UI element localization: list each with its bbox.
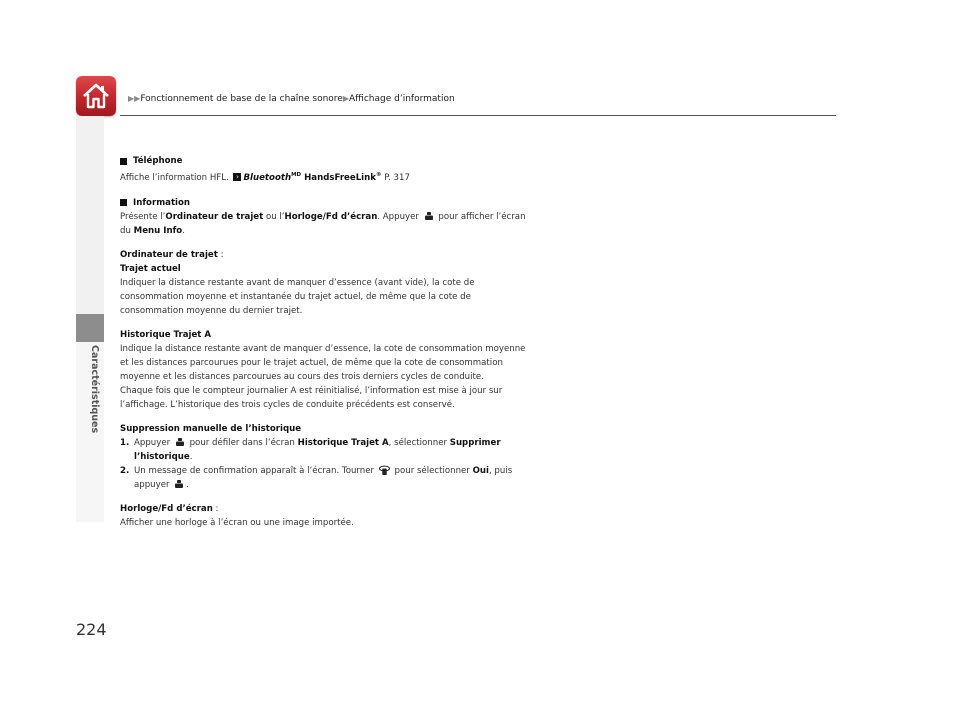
subheading: Historique Trajet A [120, 329, 212, 340]
ref-page: P. 317 [381, 172, 410, 183]
text: Appuyer [134, 437, 173, 448]
text: pour sélectionner [391, 465, 473, 476]
text: , sélectionner [388, 437, 450, 448]
paragraph [120, 168, 560, 185]
ref-brand: Bluetooth [243, 172, 292, 183]
text: . [189, 451, 193, 462]
breadcrumb-item-current[interactable]: Affichage d’information [349, 94, 455, 104]
ref-registered: ® [375, 172, 382, 178]
paragraph [120, 210, 560, 238]
page-number: 224 [76, 620, 107, 639]
text: ou l’ [263, 211, 285, 222]
text: Présente l’ [120, 211, 166, 222]
text: , puis [488, 465, 513, 476]
text-line: moyenne et les distances parcourues au cours des trois derniers cycles de conduite. [120, 371, 484, 382]
cross-reference-arrow-icon: › [233, 173, 241, 181]
paragraph [120, 248, 560, 318]
breadcrumb [128, 94, 455, 104]
section-heading-text: Téléphone [133, 156, 183, 166]
home-icon [81, 81, 111, 111]
header-divider [120, 115, 836, 116]
term: Supprimer [449, 437, 501, 448]
subheading: Horloge/Fd d’écran [120, 503, 213, 514]
text: . [186, 479, 189, 490]
paragraph [120, 422, 560, 436]
step-number: 1. [120, 437, 130, 448]
breadcrumb-arrow-icon: ▶▶ [128, 94, 141, 103]
text-line: Afficher une horloge à l’écran ou une image importée. [120, 517, 354, 528]
section-heading-telephone [120, 154, 560, 168]
term: Horloge/Fd d’écran [284, 211, 378, 222]
breadcrumb-arrow-icon: ▶ [342, 94, 349, 103]
term: Menu Info [133, 225, 183, 236]
text: . Appuyer [377, 211, 422, 222]
term: Oui [472, 465, 489, 476]
square-bullet-icon [120, 158, 127, 165]
text-line: l’affichage. L’historique des trois cycles de conduite précédents est conservé. [120, 399, 455, 410]
section-heading-text: Information [133, 197, 191, 208]
ref-name: HandsFreeLink [301, 172, 376, 183]
chapter-tab-label: Caractéristiques [89, 345, 100, 434]
text-line: Indique la distance restante avant de manquer d’essence, la cote de consommation moyenne [120, 343, 526, 354]
ref-trademark: MD [291, 172, 302, 178]
paragraph [120, 502, 560, 530]
text: : [212, 503, 219, 514]
text-line: Indiquer la distance restante avant de manquer d’essence (avant vide), la cote de [120, 277, 475, 288]
text: : [217, 249, 224, 260]
text-line: Chaque fois que le compteur journalier A est réinitialisé, l’information est mise à jour sur [120, 385, 503, 396]
selector-knob-icon [174, 479, 184, 489]
subheading: Suppression manuelle de l’historique [120, 423, 302, 434]
subheading: Trajet actuel [120, 263, 181, 274]
text-line: consommation moyenne du dernier trajet. [120, 305, 303, 316]
step-item [120, 464, 560, 492]
text: Un message de confirmation apparaît à l’écran. Tourner [134, 465, 377, 476]
term: l’historique [134, 451, 190, 462]
text: pour défiler dans l’écran [186, 437, 298, 448]
side-margin-band [76, 116, 104, 328]
text: . [182, 225, 185, 236]
step-item [120, 436, 560, 464]
term: Ordinateur de trajet [165, 211, 264, 222]
breadcrumb-item[interactable]: Fonctionnement de base de la chaîne sonore [140, 94, 343, 104]
chapter-tab[interactable] [76, 314, 104, 342]
subheading: Ordinateur de trajet [120, 249, 218, 260]
text: appuyer [134, 479, 173, 490]
page-content [120, 154, 560, 530]
square-bullet-icon [120, 199, 127, 206]
text-line: consommation moyenne et instantanée du trajet actuel, de même que la cote de [120, 291, 471, 302]
paragraph [120, 328, 560, 412]
text: du [120, 225, 134, 236]
cross-reference-link[interactable] [243, 173, 409, 183]
section-heading-information [120, 196, 560, 210]
text-line: et les distances parcourues pour le trajet actuel, de même que la cote de consommation [120, 357, 503, 368]
term: Historique Trajet A [297, 437, 389, 448]
rotary-knob-icon [379, 465, 390, 476]
home-button[interactable] [76, 76, 116, 116]
text: pour afficher l’écran [435, 211, 526, 222]
selector-knob-icon [175, 437, 185, 447]
step-number: 2. [120, 465, 130, 476]
selector-knob-icon [424, 211, 434, 221]
text: Affiche l’information HFL. [120, 172, 232, 183]
